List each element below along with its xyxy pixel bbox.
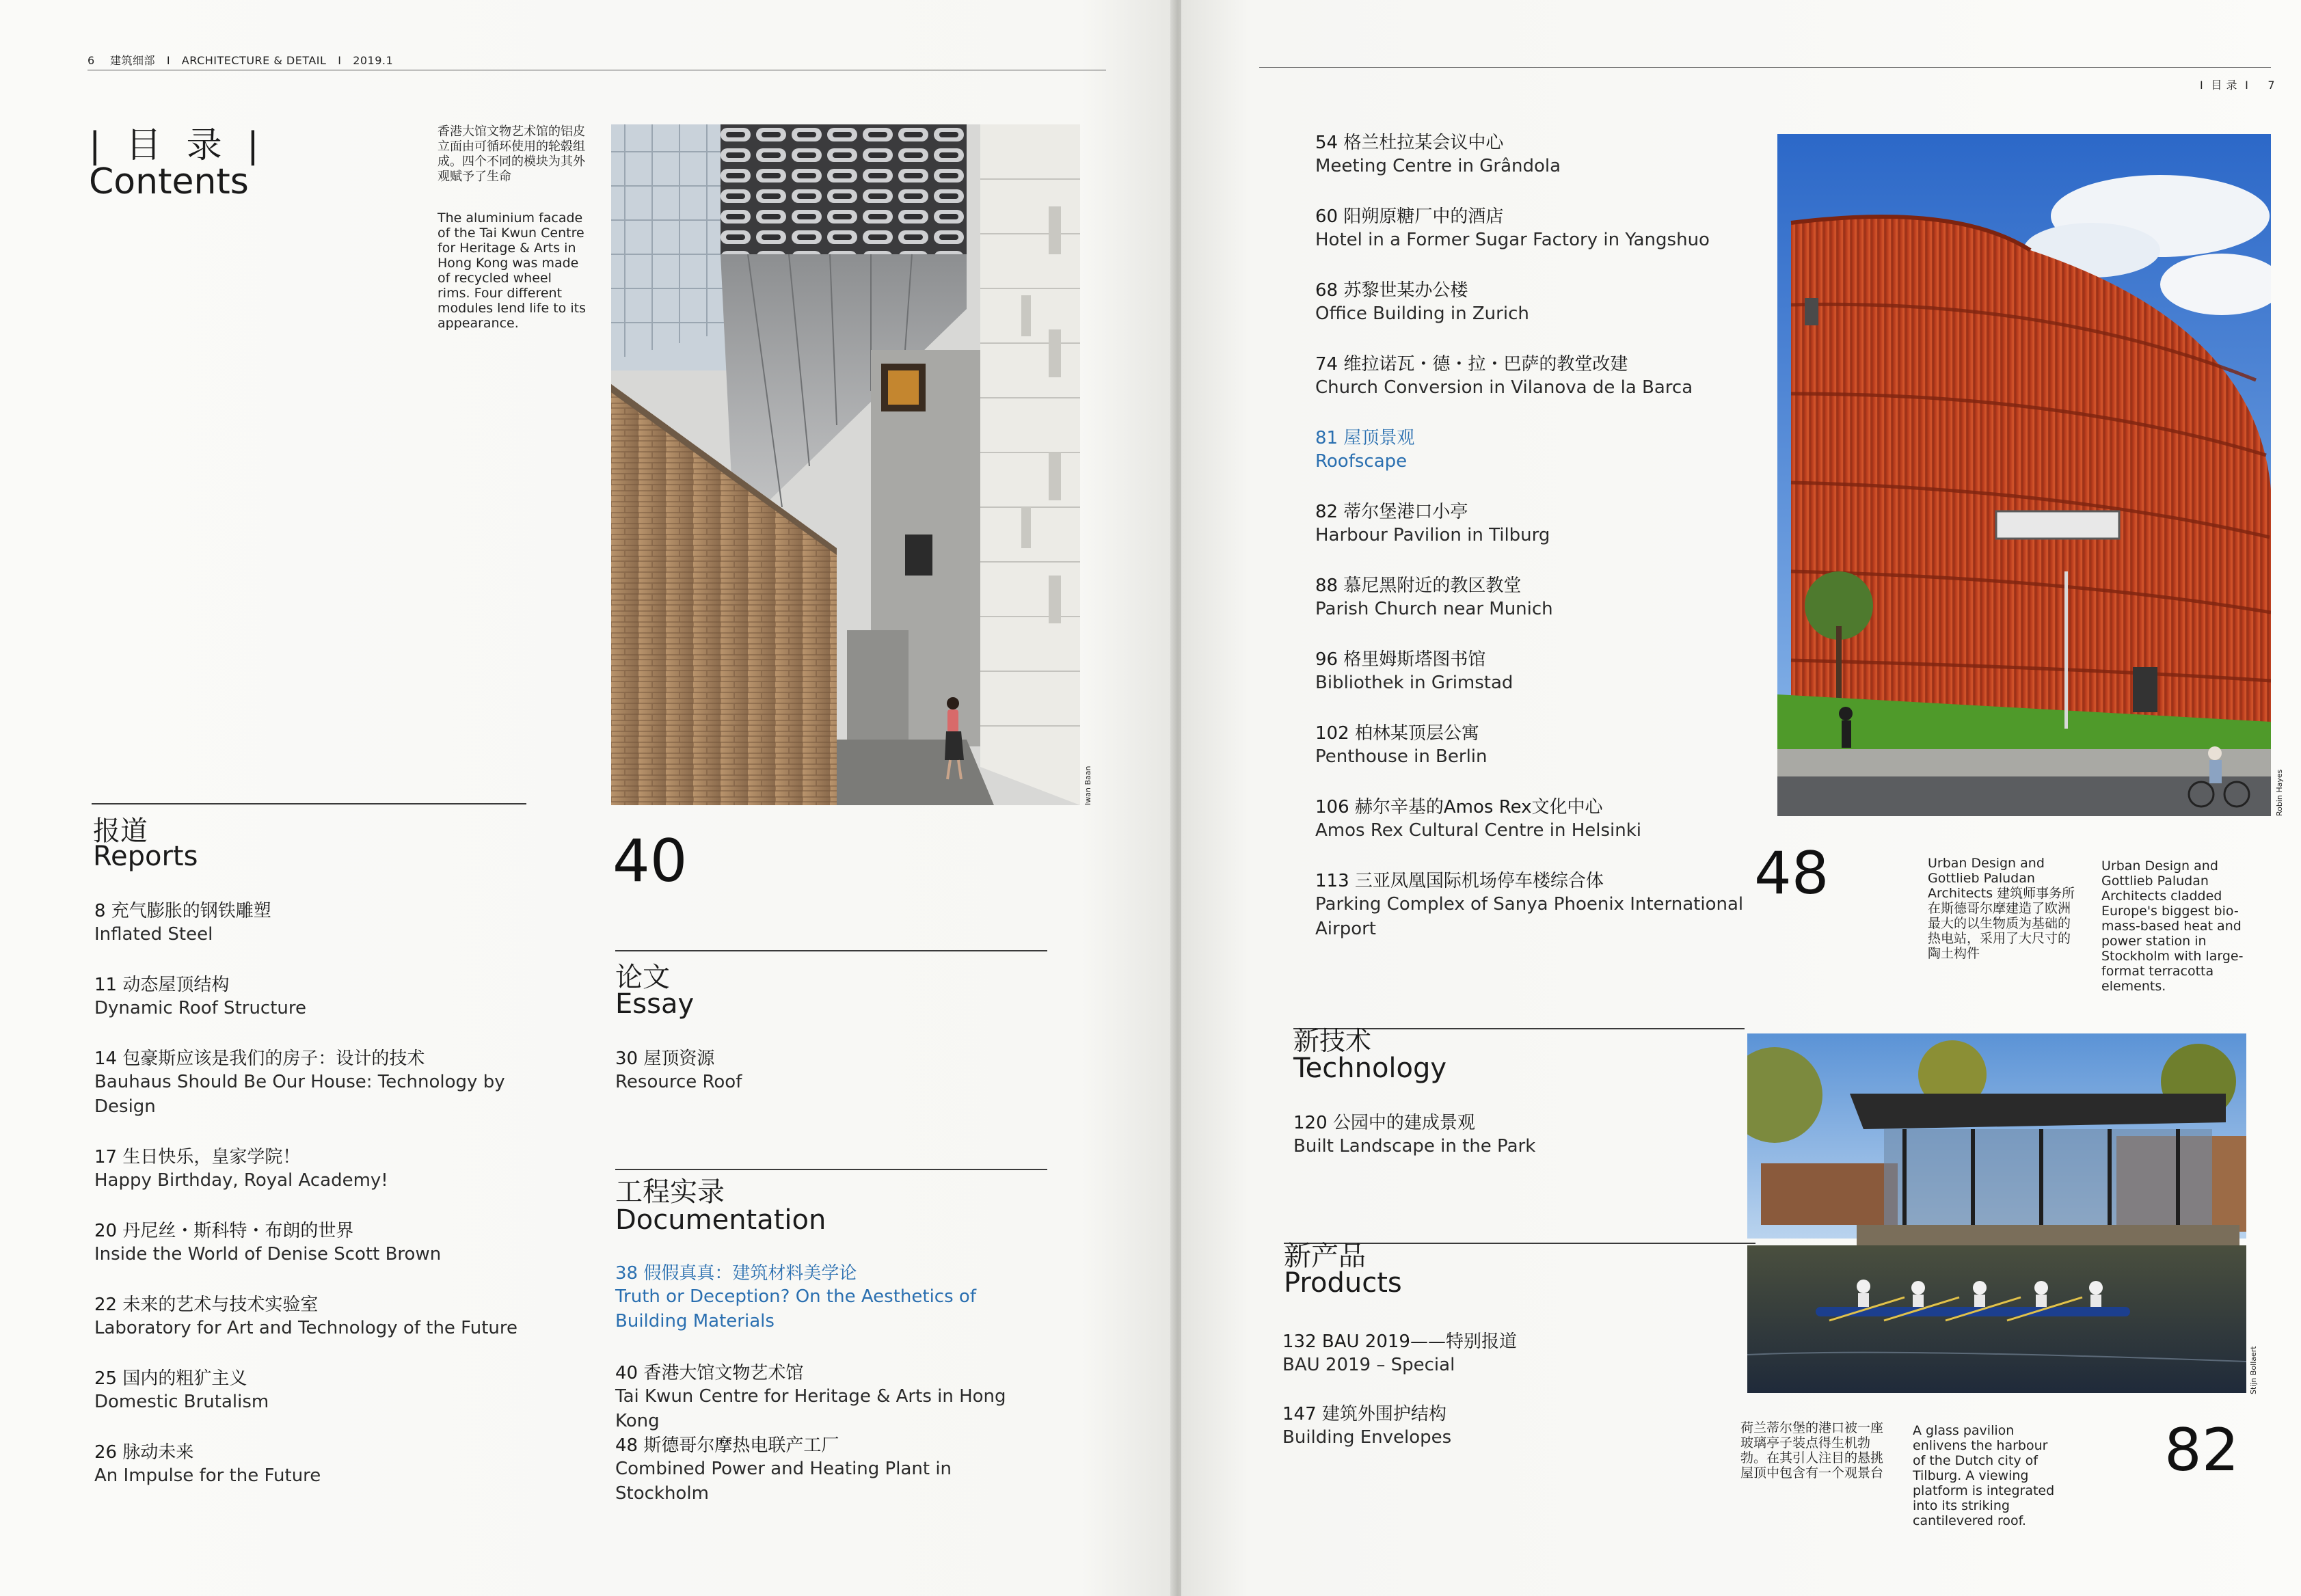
photo-caption-zh: Urban Design and Gottlieb Paludan Architects 建筑师事务所在斯德哥尔摩建造了欧洲最大的以生物质为基础的热电站，采用了大尺寸的陶土构件 [1928, 856, 2075, 961]
entry-title-zh: 81 屋顶景观 [1315, 428, 1415, 448]
photo-caption-en: The aluminium facade of the Tai Kwun Centre for Heritage & Arts in Hong Kong was made of recycled wheel rims. Four different modules lend life to its appearance. [438, 211, 586, 331]
entry-title-zh: 132 BAU 2019——特别报道 [1282, 1331, 1517, 1352]
running-header [88, 52, 393, 68]
entry-title-en: An Impulse for the Future [94, 1465, 321, 1486]
section-title-en: Essay [615, 988, 695, 1020]
photo-credit: Iwan Baan [1084, 766, 1092, 805]
toc-entry[interactable] [1315, 498, 1766, 571]
toc-entry[interactable] [1315, 424, 1766, 498]
section-title-zh: 报道 [93, 815, 148, 847]
page-number: 6 [88, 54, 95, 67]
section-title-en: Technology [1293, 1053, 1447, 1084]
entry-title-en: Building Envelopes [1282, 1427, 1452, 1448]
photo-page-number: 82 [2164, 1416, 2239, 1485]
photo-page-number: 48 [1754, 839, 1829, 908]
toc-entry[interactable] [1315, 350, 1766, 424]
entry-title-en: Amos Rex Cultural Centre in Helsinki [1315, 820, 1642, 841]
entry-title-en: Church Conversion in Vilanova de la Barca [1315, 377, 1693, 398]
photo-credit: Robin Hayes [2275, 769, 2284, 816]
section-rule [92, 803, 526, 804]
entry-title-zh: 54 格兰杜拉某会议中心 [1315, 133, 1504, 153]
tai-kwun-photo [611, 124, 1080, 805]
toc-entry[interactable] [94, 897, 525, 971]
entry-title-en: Domestic Brutalism [94, 1392, 269, 1412]
section-title-zh: 新技术 [1293, 1026, 1372, 1056]
stockholm-plant-photo [1777, 134, 2271, 816]
section-label: 目 录 [2211, 79, 2237, 92]
toc-entry[interactable] [1293, 1109, 1731, 1159]
toc-entry[interactable] [94, 1290, 525, 1364]
running-header [2200, 77, 2275, 92]
toc-entry[interactable] [1315, 793, 1766, 867]
section-title-en: Documentation [615, 1204, 826, 1236]
toc-entry[interactable] [94, 1217, 525, 1290]
documentation-list [615, 1259, 1046, 1504]
header-separator: I [2200, 79, 2204, 92]
entry-title-zh: 26 脉动未来 [94, 1442, 194, 1463]
toc-entry[interactable] [1282, 1327, 1720, 1400]
photo-caption-en: Urban Design and Gottlieb Paludan Architects cladded Europe's biggest bio-mass-based heat and power station in Stockholm with large-format terracotta elements. [2101, 858, 2244, 994]
entry-title-zh: 74 维拉诺瓦・德・拉・巴萨的教堂改建 [1315, 354, 1628, 375]
entry-title-en: Penthouse in Berlin [1315, 746, 1488, 767]
photo-caption-zh: 荷兰蒂尔堡的港口被一座玻璃亭子装点得生机勃勃。在其引人注目的悬挑屋顶中包含有一个观景台 [1740, 1420, 1884, 1480]
entry-title-zh: 11 动态屋顶结构 [94, 975, 230, 995]
toc-entry[interactable] [1315, 202, 1766, 276]
entry-title-en: Hotel in a Former Sugar Factory in Yangshuo [1315, 230, 1710, 250]
photo-credit: Stijn Bollaert [2249, 1346, 2258, 1394]
header-separator: I [166, 54, 171, 67]
photo-page-number: 40 [613, 827, 688, 895]
photo-caption-en: A glass pavilion enlivens the harbour of the Dutch city of Tilburg. A viewing platform is integrated into its striking cantilevered roof. [1913, 1423, 2055, 1528]
magazine-name: 建筑细部 [110, 54, 156, 67]
reports-list [94, 897, 525, 1512]
toc-entry[interactable] [615, 1359, 1046, 1431]
header-rule [1259, 67, 2271, 68]
section-title-zh: 新产品 [1284, 1241, 1366, 1272]
entry-title-zh: 88 慕尼黑附近的教区教堂 [1315, 576, 1522, 596]
issue-number: 2019.1 [353, 54, 394, 67]
toc-entry[interactable] [1315, 719, 1766, 793]
photo-caption-zh: 香港大馆文物艺术馆的铝皮立面由可循环使用的轮毂组成。四个不同的模块为其外观赋予了生命 [438, 124, 585, 184]
toc-entry[interactable] [1315, 867, 1753, 949]
section-rule [615, 950, 1047, 951]
header-separator: I [338, 54, 342, 67]
entry-title-en: Bauhaus Should Be Our House: Technology by Design [94, 1072, 505, 1117]
section-title-en: Reports [93, 841, 198, 872]
entry-title-zh: 38 假假真真：建筑材料美学论 [615, 1263, 857, 1284]
entry-title-en: Dynamic Roof Structure [94, 998, 307, 1018]
toc-entry[interactable] [94, 1364, 525, 1438]
magazine-title: ARCHITECTURE & DETAIL [181, 54, 327, 67]
entry-title-zh: 147 建筑外围护结构 [1282, 1404, 1446, 1424]
toc-entry[interactable] [1315, 571, 1766, 645]
entry-title-en: Combined Power and Heating Plant in Stockholm [615, 1459, 952, 1504]
entry-title-zh: 17 生日快乐，皇家学院！ [94, 1147, 301, 1167]
section-title-zh: 工程实录 [615, 1176, 725, 1208]
toc-entry[interactable] [615, 1044, 1039, 1094]
entry-title-zh: 48 斯德哥尔摩热电联产工厂 [615, 1435, 839, 1456]
entry-title-en: Meeting Centre in Grândola [1315, 156, 1561, 176]
toc-title-en: Contents [89, 161, 249, 202]
entry-title-zh: 102 柏林某顶层公寓 [1315, 723, 1479, 744]
entry-title-en: Roofscape [1315, 451, 1408, 472]
documentation-list-continued [1315, 129, 1766, 949]
entry-title-en: Parking Complex of Sanya Phoenix International Airport [1315, 894, 1744, 939]
toc-entry[interactable] [615, 1259, 1046, 1359]
entry-title-en: Bibliothek in Grimstad [1315, 673, 1513, 693]
entry-title-zh: 20 丹尼丝・斯科特・布朗的世界 [94, 1221, 354, 1241]
page-number: 7 [2268, 79, 2275, 92]
entry-title-zh: 8 充气膨胀的钢铁雕塑 [94, 901, 271, 921]
entry-title-zh: 40 香港大馆文物艺术馆 [615, 1363, 804, 1383]
entry-title-zh: 14 包豪斯应该是我们的房子：设计的技术 [94, 1049, 425, 1069]
entry-title-en: Laboratory for Art and Technology of the Future [94, 1318, 517, 1338]
toc-entry[interactable] [94, 1438, 525, 1512]
entry-title-zh: 82 蒂尔堡港口小亭 [1315, 502, 1468, 522]
entry-title-zh: 120 公园中的建成景观 [1293, 1113, 1475, 1133]
entry-title-zh: 96 格里姆斯塔图书馆 [1315, 649, 1486, 670]
entry-title-en: Happy Birthday, Royal Academy! [94, 1170, 388, 1191]
header-separator: I [2245, 79, 2249, 92]
entry-title-en: Resource Roof [615, 1072, 742, 1092]
right-page [1181, 0, 2301, 1596]
toc-entry[interactable] [615, 1431, 1046, 1504]
toc-title-zh: | 目 录 | [89, 125, 266, 166]
toc-entry[interactable] [94, 971, 525, 1044]
entry-title-en: Inflated Steel [94, 924, 213, 945]
toc-entry[interactable] [94, 1044, 525, 1143]
toc-entry[interactable] [94, 1143, 525, 1217]
entry-title-en: Parish Church near Munich [1315, 599, 1553, 619]
entry-title-en: Harbour Pavilion in Tilburg [1315, 525, 1550, 545]
entry-title-en: BAU 2019 – Special [1282, 1355, 1455, 1375]
toc-entry[interactable] [1282, 1400, 1720, 1472]
entry-title-en: Tai Kwun Centre for Heritage & Arts in Hong Kong [615, 1386, 1006, 1431]
section-title-zh: 论文 [615, 962, 670, 993]
products-list [1282, 1327, 1720, 1472]
entry-title-zh: 30 屋顶资源 [615, 1049, 715, 1069]
entry-title-zh: 22 未来的艺术与技术实验室 [94, 1295, 319, 1315]
entry-title-en: Truth or Deception? On the Aesthetics of Building Materials [615, 1286, 976, 1331]
entry-title-en: Built Landscape in the Park [1293, 1136, 1536, 1157]
entry-title-zh: 106 赫尔辛基的Amos Rex文化中心 [1315, 797, 1603, 817]
entry-title-en: Office Building in Zurich [1315, 303, 1529, 324]
toc-entry[interactable] [1315, 129, 1766, 202]
toc-entry[interactable] [1315, 645, 1766, 719]
tilburg-pavilion-photo [1747, 1033, 2246, 1393]
entry-title-zh: 113 三亚凤凰国际机场停车楼综合体 [1315, 871, 1604, 891]
entry-title-zh: 68 苏黎世某办公楼 [1315, 280, 1468, 301]
entry-title-zh: 25 国内的粗犷主义 [94, 1368, 247, 1389]
entry-title-en: Inside the World of Denise Scott Brown [94, 1244, 442, 1264]
toc-entry[interactable] [1315, 276, 1766, 350]
entry-title-zh: 60 阳朔原糖厂中的酒店 [1315, 206, 1504, 227]
section-title-en: Products [1284, 1267, 1402, 1299]
